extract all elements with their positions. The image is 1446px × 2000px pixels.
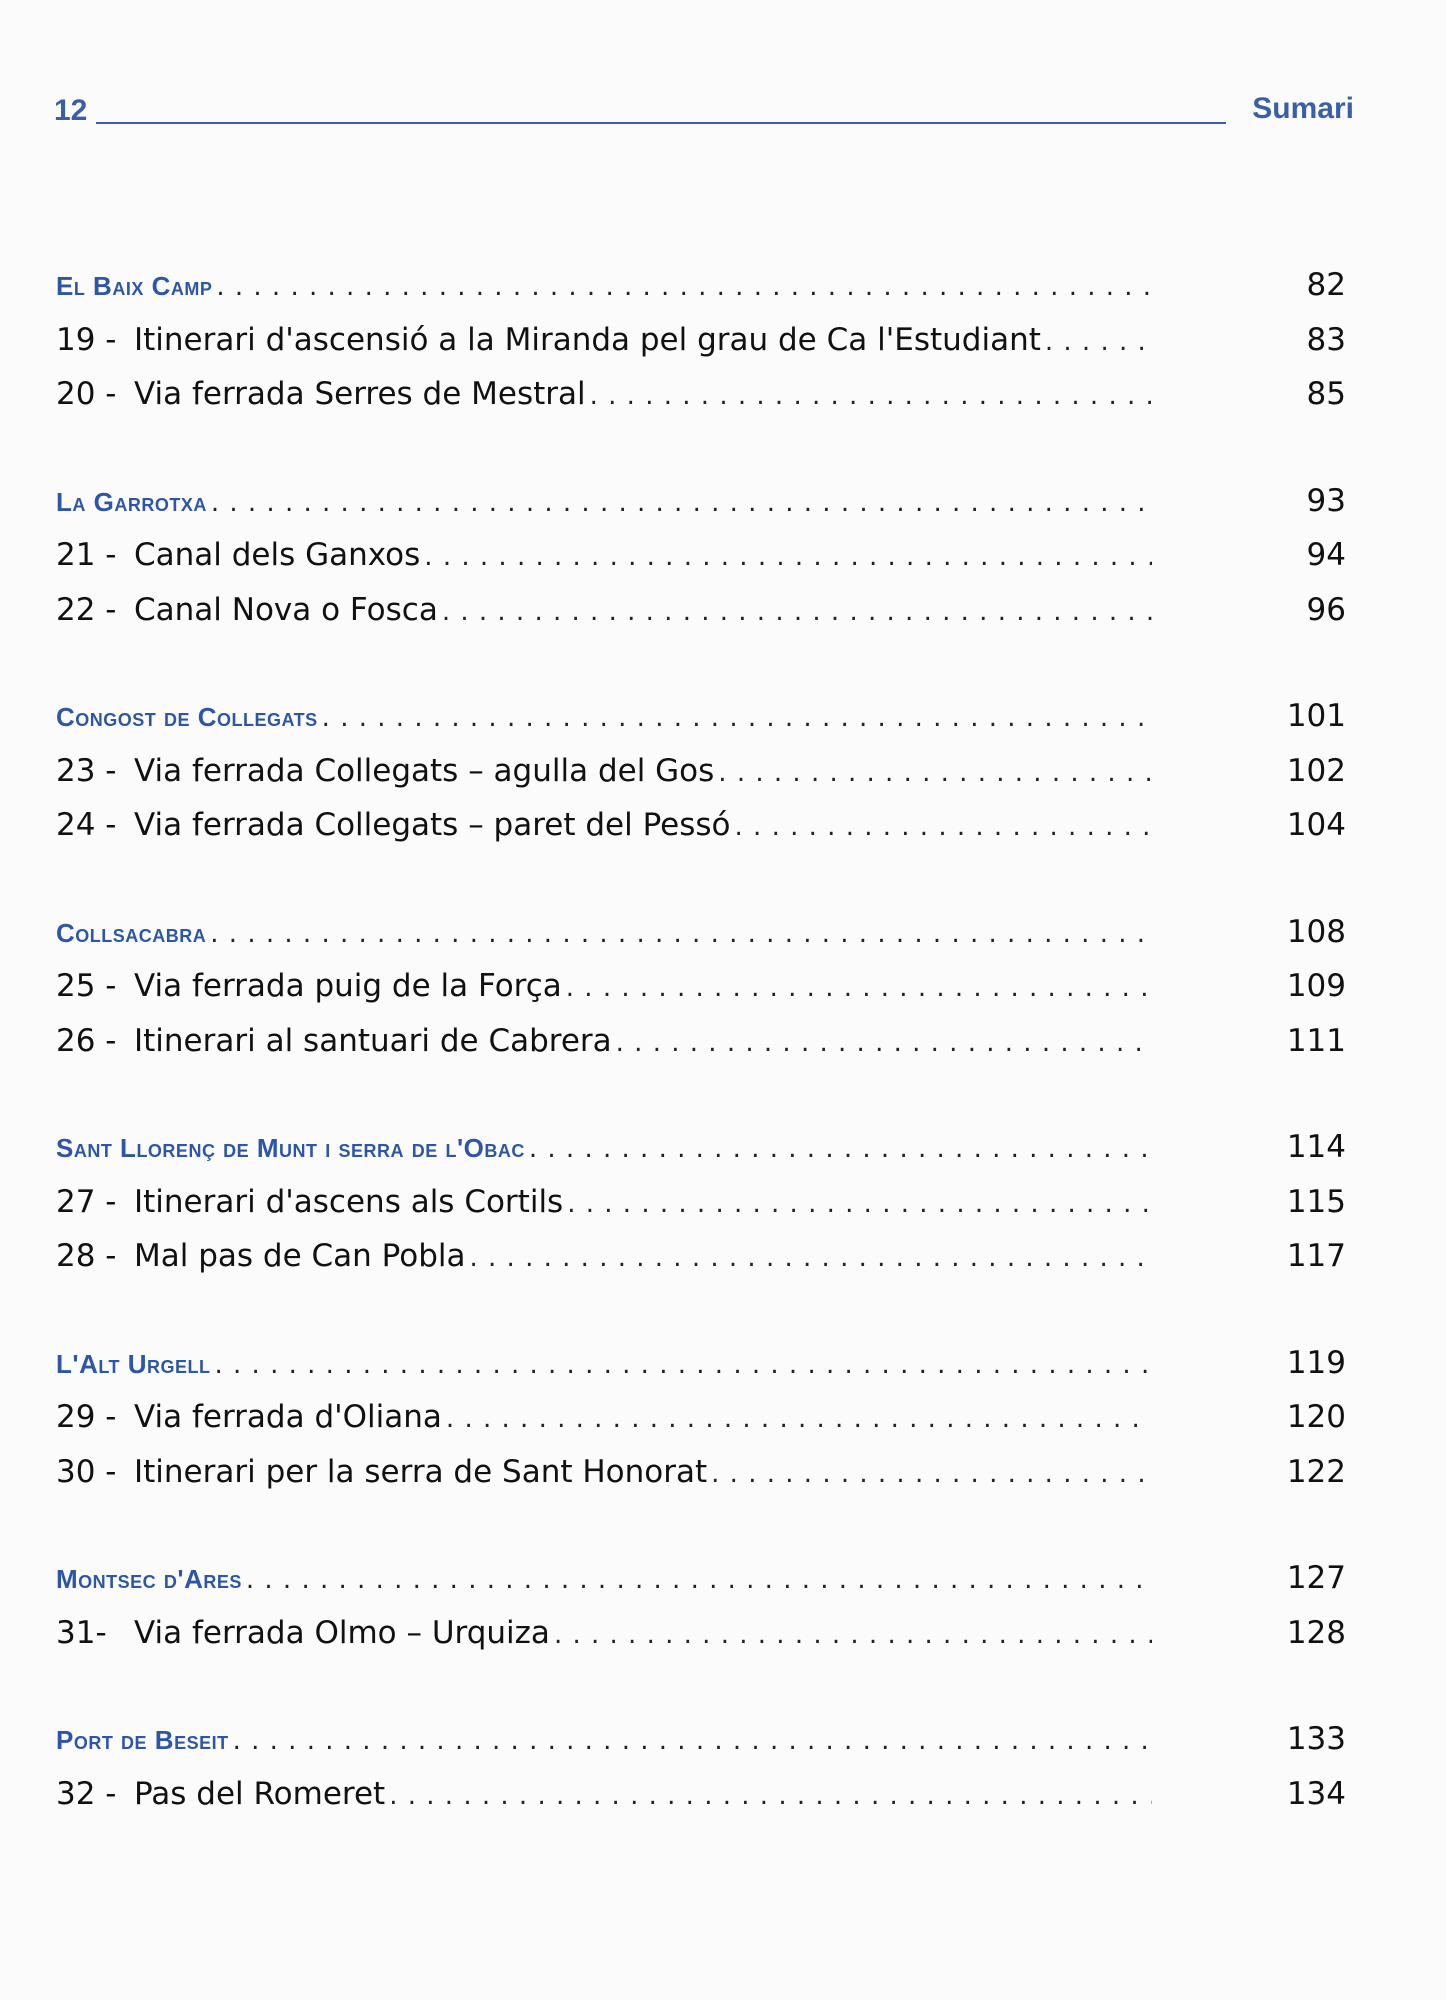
- header-title: Sumari: [1252, 92, 1354, 125]
- entry-page-number: 94: [1306, 537, 1346, 573]
- entry-title: Via ferrada Collegats – agulla del Gos: [134, 752, 715, 789]
- section-page-number: 127: [1286, 1560, 1346, 1596]
- dot-leader: [562, 961, 1156, 1016]
- toc-entry[interactable]: [56, 528, 1346, 583]
- dot-leader: [525, 1122, 1156, 1177]
- entry-title: Via ferrada Collegats – paret del Pessó: [134, 807, 731, 843]
- section-heading-row[interactable]: [56, 1120, 1346, 1175]
- dot-leader: [612, 1016, 1156, 1071]
- entry-number: 22 -: [56, 591, 117, 628]
- entry-label: [56, 583, 438, 638]
- entry-title: Canal dels Ganxos: [134, 537, 421, 573]
- section-page-number: 82: [1306, 267, 1346, 303]
- toc-section: [56, 1551, 1346, 1660]
- section-heading-row[interactable]: [56, 258, 1346, 313]
- toc-entry[interactable]: [56, 367, 1346, 422]
- entry-page-number: 111: [1286, 1022, 1346, 1059]
- entry-title: Mal pas de Can Pobla: [134, 1238, 466, 1274]
- entry-page-number: 85: [1306, 376, 1346, 412]
- section-title: La Garrotxa: [56, 486, 207, 517]
- toc-entry[interactable]: [56, 959, 1346, 1014]
- section-page-number: 119: [1286, 1344, 1346, 1381]
- dot-leader: [212, 260, 1156, 315]
- entry-number: 28 -: [56, 1238, 117, 1274]
- dot-leader: [206, 907, 1156, 962]
- entry-page-number: 96: [1306, 591, 1346, 628]
- toc-entry[interactable]: [56, 313, 1346, 368]
- entry-number: 30 -: [56, 1453, 117, 1490]
- entry-label: [56, 1767, 385, 1822]
- entry-label: [56, 744, 714, 799]
- dot-leader: [442, 1392, 1156, 1447]
- entry-label: [56, 367, 586, 422]
- entry-label: [56, 1175, 563, 1230]
- toc-entry[interactable]: [56, 744, 1346, 799]
- dot-leader: [550, 1608, 1156, 1663]
- entry-label: [56, 798, 731, 853]
- toc-section: [56, 1120, 1346, 1284]
- section-heading-row[interactable]: [56, 905, 1346, 960]
- entry-label: [56, 528, 420, 583]
- section-title: Montsec d'Ares: [56, 1564, 242, 1594]
- toc-section: [56, 1336, 1346, 1500]
- page-number: 12: [54, 94, 88, 127]
- entry-label: [56, 1390, 442, 1445]
- dot-leader: [242, 1553, 1156, 1608]
- dot-leader: [211, 1338, 1157, 1393]
- section-heading-row[interactable]: [56, 1336, 1346, 1391]
- dot-leader: [229, 1714, 1156, 1769]
- toc-entry[interactable]: [56, 1229, 1346, 1284]
- toc-entry[interactable]: [56, 1606, 1346, 1661]
- entry-title: Via ferrada Olmo – Urquiza: [134, 1614, 550, 1651]
- entry-page-number: 83: [1306, 321, 1346, 358]
- entry-title: Via ferrada puig de la Força: [134, 968, 562, 1004]
- section-page-number: 93: [1306, 482, 1346, 519]
- dot-leader: [465, 1231, 1156, 1286]
- entry-title: Via ferrada d'Oliana: [134, 1399, 442, 1435]
- section-title: Sant Llorenç de Munt i serra de l'Obac: [56, 1133, 525, 1163]
- entry-page-number: 102: [1286, 752, 1346, 789]
- header-rule: [96, 122, 1226, 124]
- entry-page-number: 134: [1286, 1775, 1346, 1812]
- toc-entry[interactable]: [56, 1390, 1346, 1445]
- section-title: L'Alt Urgell: [56, 1348, 211, 1379]
- entry-page-number: 128: [1286, 1614, 1346, 1651]
- section-heading-row[interactable]: [56, 1551, 1346, 1606]
- toc-entry[interactable]: [56, 1014, 1346, 1069]
- entry-title: Itinerari d'ascensió a la Miranda pel grau de Ca l'Estudiant: [134, 321, 1041, 358]
- entry-number: 19 -: [56, 321, 117, 358]
- dot-leader: [1041, 315, 1156, 370]
- entry-number: 21 -: [56, 537, 117, 573]
- entry-number: 29 -: [56, 1399, 117, 1435]
- entry-label: [56, 1014, 612, 1069]
- section-page-number: 108: [1286, 913, 1346, 950]
- entry-title: Itinerari d'ascens als Cortils: [134, 1183, 564, 1220]
- entry-title: Itinerari al santuari de Cabrera: [134, 1022, 612, 1059]
- section-page-number: 114: [1286, 1129, 1346, 1165]
- entry-page-number: 115: [1286, 1183, 1346, 1220]
- entry-page-number: 109: [1286, 968, 1346, 1004]
- entry-title: Pas del Romeret: [134, 1775, 386, 1812]
- entry-page-number: 122: [1286, 1453, 1346, 1490]
- table-of-contents: [56, 258, 1346, 1873]
- section-title: Collsacabra: [56, 917, 207, 948]
- section-title: El Baix Camp: [56, 271, 213, 301]
- dot-leader: [586, 369, 1156, 424]
- toc-entry[interactable]: [56, 1445, 1346, 1500]
- entry-label: [56, 1229, 465, 1284]
- dot-leader: [563, 1177, 1156, 1232]
- dot-leader: [707, 1447, 1156, 1502]
- section-heading-row[interactable]: [56, 689, 1346, 744]
- section-title: Port de Beseit: [56, 1725, 229, 1755]
- entry-number: 27 -: [56, 1183, 117, 1220]
- toc-entry[interactable]: [56, 798, 1346, 853]
- dot-leader: [438, 585, 1156, 640]
- entry-label: [56, 313, 1041, 368]
- dot-leader: [731, 800, 1156, 855]
- toc-section: [56, 905, 1346, 1069]
- entry-page-number: 117: [1286, 1238, 1346, 1274]
- toc-section: [56, 689, 1346, 853]
- dot-leader: [385, 1769, 1156, 1824]
- toc-entry[interactable]: [56, 1175, 1346, 1230]
- entry-number: 32 -: [56, 1775, 117, 1812]
- dot-leader: [207, 476, 1156, 531]
- entry-page-number: 120: [1286, 1399, 1346, 1435]
- entry-number: 20 -: [56, 376, 117, 412]
- section-title: Congost de Collegats: [56, 702, 318, 732]
- section-heading-row[interactable]: [56, 474, 1346, 529]
- entry-page-number: 104: [1286, 807, 1346, 843]
- section-page-number: 101: [1286, 698, 1346, 734]
- toc-entry[interactable]: [56, 1767, 1346, 1822]
- entry-label: [56, 1445, 707, 1500]
- entry-label: [56, 1606, 550, 1661]
- toc-section: [56, 258, 1346, 422]
- toc-section: [56, 474, 1346, 638]
- entry-number: 24 -: [56, 807, 117, 843]
- entry-number: 23 -: [56, 752, 117, 789]
- dot-leader: [714, 746, 1156, 801]
- dot-leader: [420, 530, 1156, 585]
- section-page-number: 133: [1286, 1721, 1346, 1757]
- toc-section: [56, 1712, 1346, 1821]
- entry-title: Canal Nova o Fosca: [134, 591, 438, 628]
- entry-number: 26 -: [56, 1022, 117, 1059]
- entry-number: 31-: [56, 1614, 107, 1651]
- dot-leader: [318, 691, 1156, 746]
- toc-entry[interactable]: [56, 583, 1346, 638]
- entry-title: Itinerari per la serra de Sant Honorat: [134, 1453, 708, 1490]
- section-heading-row[interactable]: [56, 1712, 1346, 1767]
- entry-title: Via ferrada Serres de Mestral: [134, 376, 586, 412]
- entry-label: [56, 959, 562, 1014]
- entry-number: 25 -: [56, 968, 117, 1004]
- page-header: [54, 92, 1354, 132]
